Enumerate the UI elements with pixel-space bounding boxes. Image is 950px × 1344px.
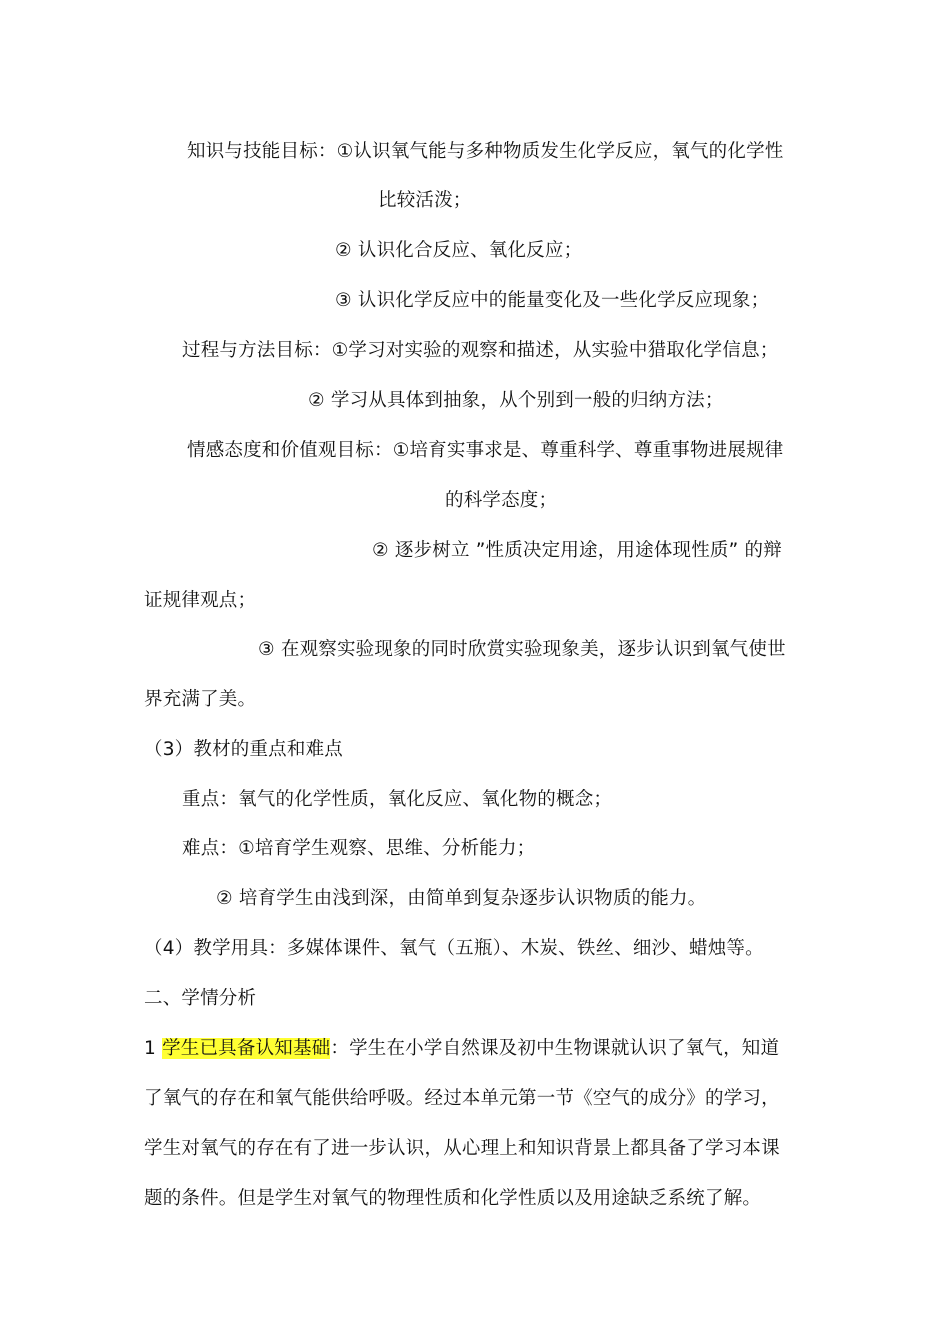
- analysis-line-1-rest: ：学生在小学自然课及初中生物课就认识了氧气，知道: [330, 1038, 780, 1059]
- key-points-difficulty-2: ② 培育学生由浅到深，由简单到复杂逐步认识物质的能力。: [216, 888, 707, 909]
- key-points-focus: 重点：氧气的化学性质，氧化反应、氧化物的概念；: [182, 789, 613, 810]
- analysis-paragraph-line-2: 了氧气的存在和氧气能供给呼吸。经过本单元第一节《空气的成分》的学习，: [144, 1088, 780, 1109]
- analysis-paragraph-line-3: 学生对氧气的存在有了进一步认识，从心理上和知识背景上都具备了学习本课: [144, 1138, 780, 1159]
- highlighted-text: 学生已具备认知基础: [162, 1038, 331, 1059]
- objective-emotion-2: ② 逐步树立 ”性质决定用途，用途体现性质” 的辩: [372, 540, 782, 561]
- key-points-heading: （3）教材的重点和难点: [144, 739, 343, 760]
- key-points-difficulty-1: 难点：①培育学生观察、思维、分析能力；: [182, 838, 536, 859]
- objective-emotion-3: ③ 在观察实验现象的同时欣赏实验现象美，逐步认识到氧气使世: [258, 639, 786, 660]
- objective-emotion-2-cont: 证规律观点；: [144, 590, 257, 611]
- analysis-paragraph-line-4: 题的条件。但是学生对氧气的物理性质和化学性质以及用途缺乏系统了解。: [144, 1188, 762, 1209]
- objective-knowledge-1-cont: 比较活泼；: [378, 190, 472, 211]
- objective-knowledge-2: ② 认识化合反应、氧化反应；: [335, 240, 583, 261]
- objective-emotion-1-cont: 的科学态度；: [445, 490, 558, 511]
- objective-process-1: 过程与方法目标：①学习对实验的观察和描述，从实验中猎取化学信息；: [182, 340, 779, 361]
- objective-knowledge-3: ③ 认识化学反应中的能量变化及一些化学反应现象；: [335, 290, 770, 311]
- teaching-tools: （4）教学用具：多媒体课件、氧气（五瓶）、木炭、铁丝、细沙、蜡烛等。: [144, 938, 764, 959]
- section-heading-analysis: 二、学情分析: [144, 988, 257, 1009]
- analysis-item-number: 1: [144, 1038, 163, 1059]
- objective-emotion-1: 情感态度和价值观目标：①培育实事求是、尊重科学、尊重事物进展规律: [187, 440, 784, 461]
- analysis-paragraph-line-1: [144, 1036, 779, 1062]
- objective-emotion-3-cont: 界充满了美。: [144, 689, 257, 710]
- objective-knowledge-1: 知识与技能目标：①认识氧气能与多种物质发生化学反应，氧气的化学性: [187, 141, 784, 162]
- objective-process-2: ② 学习从具体到抽象，从个别到一般的归纳方法；: [308, 390, 724, 411]
